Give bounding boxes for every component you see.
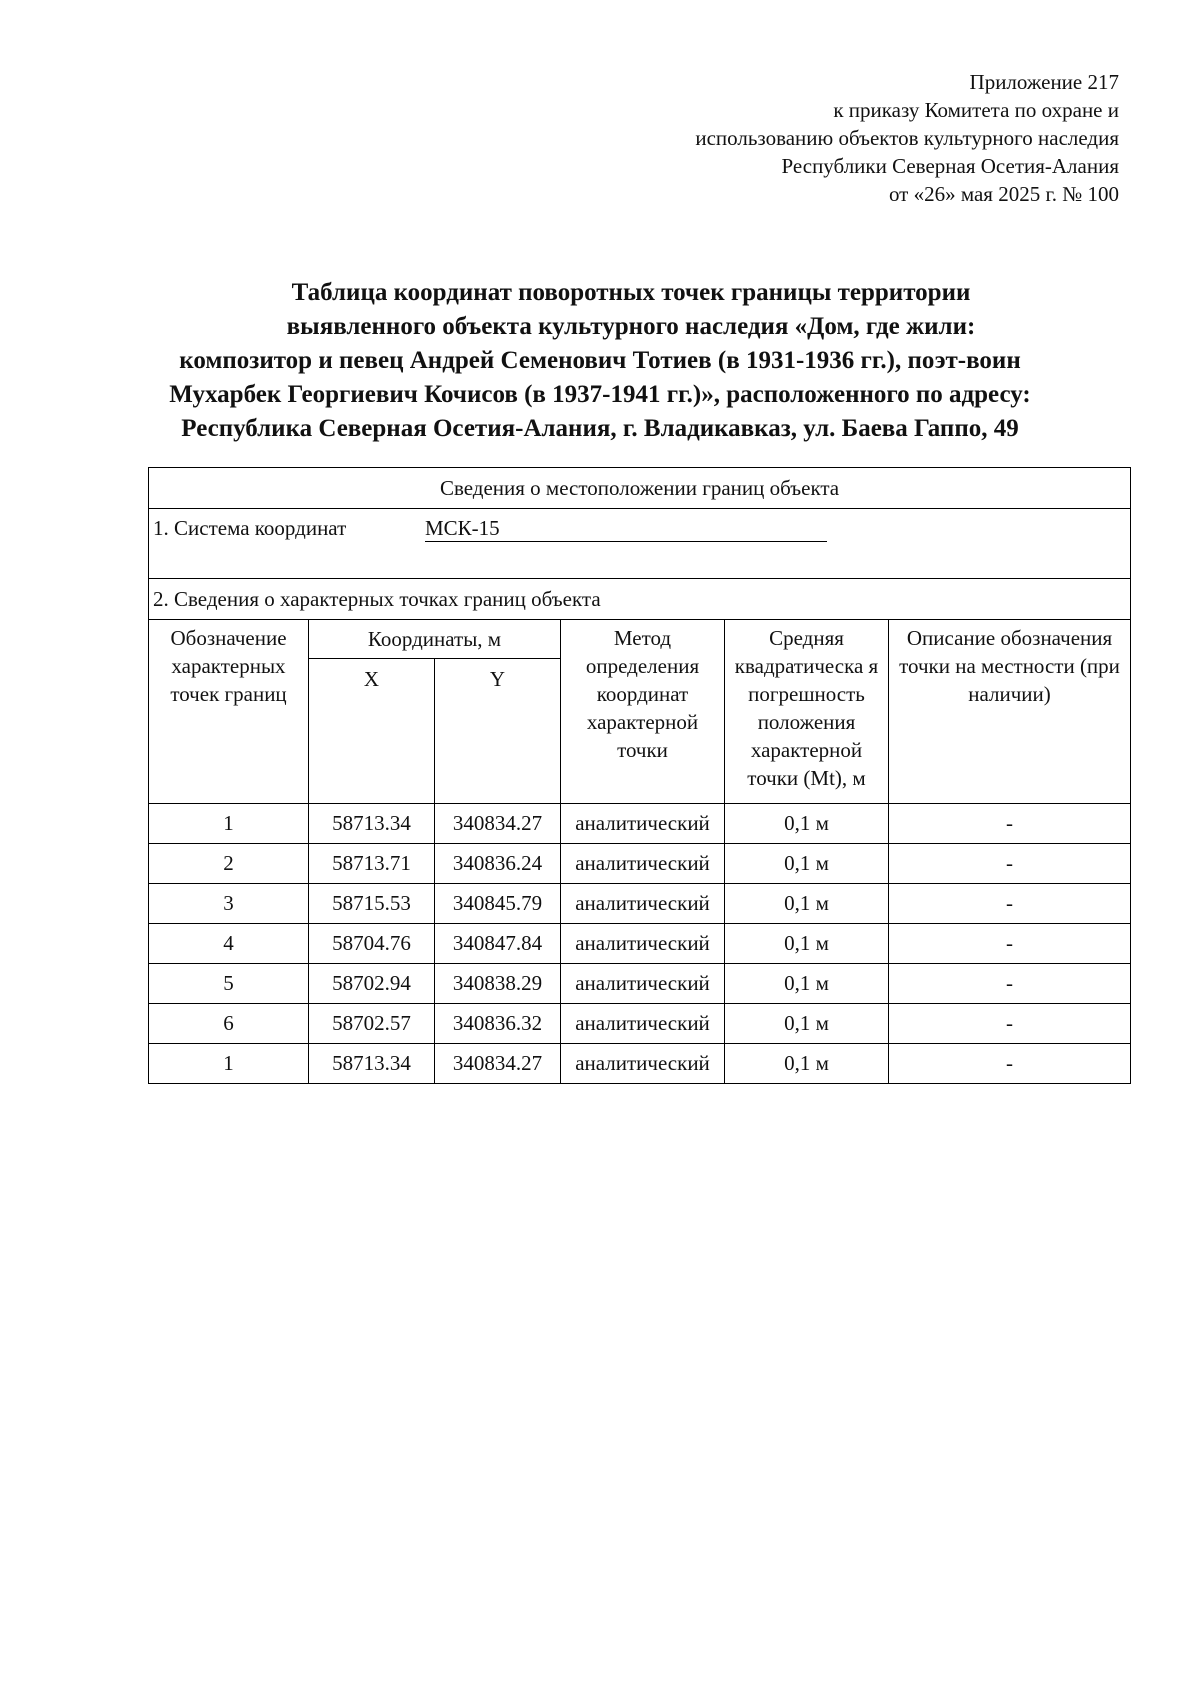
cell-y: 340836.32 [435, 1004, 561, 1044]
appendix-republic-line: Республики Северная Осетия-Алания [781, 154, 1119, 178]
cell-error: 0,1 м [725, 1004, 889, 1044]
coordinates-table [148, 467, 1131, 1084]
coord-system-value: МСК-15 [425, 515, 827, 542]
cell-error: 0,1 м [725, 964, 889, 1004]
cell-y: 340838.29 [435, 964, 561, 1004]
cell-description: - [889, 964, 1131, 1004]
cell-x: 58713.34 [309, 804, 435, 844]
cell-method: аналитический [561, 924, 725, 964]
title-line-4: Мухарбек Георгиевич Кочисов (в 1937-1941 гг.)», расположенного по адресу: [169, 381, 1031, 408]
table-row [149, 924, 1131, 964]
cell-error: 0,1 м [725, 844, 889, 884]
col-error: Средняя квадратическа я погрешность положения характерной точки (Mt), м [725, 620, 889, 804]
coord-system-label: 1. Система координат [153, 516, 347, 540]
cell-description: - [889, 924, 1131, 964]
cell-x: 58713.71 [309, 844, 435, 884]
cell-description: - [889, 1004, 1131, 1044]
cell-point: 2 [149, 844, 309, 884]
coord-system-cell [149, 509, 1131, 579]
title-line-1: Таблица координат поворотных точек границы территории [291, 279, 971, 306]
cell-x: 58704.76 [309, 924, 435, 964]
cell-x: 58715.53 [309, 884, 435, 924]
table-row [149, 1004, 1131, 1044]
cell-description: - [889, 804, 1131, 844]
cell-point: 3 [149, 884, 309, 924]
title-line-3: композитор и певец Андрей Семенович Тотиев (в 1931-1936 гг.), поэт-воин [179, 347, 1021, 374]
cell-point: 5 [149, 964, 309, 1004]
cell-point: 1 [149, 804, 309, 844]
appendix-order-line: к приказу Комитета по охране и [833, 98, 1119, 122]
title-line-2: выявленного объекта культурного наследия «Дом, где жили: [286, 313, 976, 340]
table-row [149, 964, 1131, 1004]
cell-description: - [889, 884, 1131, 924]
col-y: Y [435, 659, 561, 804]
cell-x: 58713.34 [309, 1044, 435, 1084]
cell-point: 4 [149, 924, 309, 964]
cell-method: аналитический [561, 1044, 725, 1084]
cell-description: - [889, 844, 1131, 884]
col-coords: Координаты, м [309, 620, 561, 659]
cell-error: 0,1 м [725, 1044, 889, 1084]
table-row [149, 1044, 1131, 1084]
table-row [149, 844, 1131, 884]
cell-x: 58702.57 [309, 1004, 435, 1044]
col-designation: Обозначение характерных точек границ [149, 620, 309, 804]
cell-description: - [889, 1044, 1131, 1084]
appendix-header [695, 68, 1119, 208]
cell-method: аналитический [561, 1004, 725, 1044]
appendix-date-line: от «26» мая 2025 г. № 100 [888, 182, 1119, 206]
cell-point: 1 [149, 1044, 309, 1084]
cell-y: 340836.24 [435, 844, 561, 884]
cell-method: аналитический [561, 844, 725, 884]
cell-error: 0,1 м [725, 804, 889, 844]
col-x: X [309, 659, 435, 804]
points-title: 2. Сведения о характерных точках границ объекта [149, 579, 1131, 620]
cell-method: аналитический [561, 884, 725, 924]
cell-y: 340845.79 [435, 884, 561, 924]
document-title [0, 276, 1200, 446]
cell-method: аналитический [561, 804, 725, 844]
table-row [149, 884, 1131, 924]
cell-error: 0,1 м [725, 924, 889, 964]
appendix-committee-line: использованию объектов культурного наследия [695, 126, 1119, 150]
cell-y: 340834.27 [435, 1044, 561, 1084]
table-row [149, 804, 1131, 844]
cell-x: 58702.94 [309, 964, 435, 1004]
cell-y: 340834.27 [435, 804, 561, 844]
cell-point: 6 [149, 1004, 309, 1044]
appendix-number: Приложение 217 [969, 70, 1119, 94]
col-description: Описание обозначения точки на местности (при наличии) [889, 620, 1131, 804]
col-method: Метод определения координат характерной точки [561, 620, 725, 804]
cell-error: 0,1 м [725, 884, 889, 924]
cell-method: аналитический [561, 964, 725, 1004]
cell-y: 340847.84 [435, 924, 561, 964]
title-line-5: Республика Северная Осетия-Алания, г. Владикавказ, ул. Баева Гаппо, 49 [181, 415, 1019, 442]
section-title: Сведения о местоположении границ объекта [149, 468, 1131, 509]
